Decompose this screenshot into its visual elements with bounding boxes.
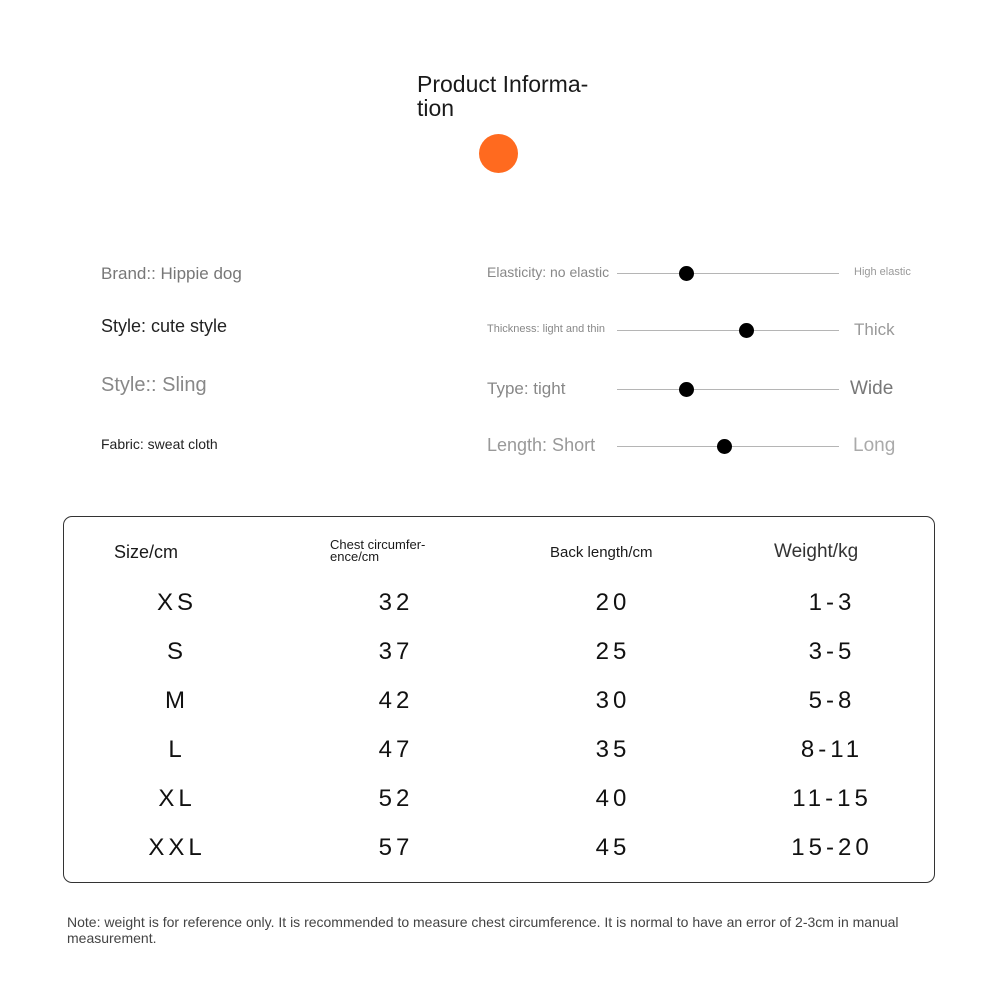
weight-cell: 8-11 [800, 736, 864, 763]
attr-style: Style: cute style [101, 316, 228, 336]
back-cell: 25 [595, 638, 631, 665]
size-cell: M [165, 687, 189, 714]
slider-track [617, 273, 839, 274]
chest-cell: 37 [378, 638, 414, 665]
slider-right-label: High elastic [854, 266, 911, 278]
slider-right-label: Thick [854, 320, 895, 339]
chest-cell: 42 [378, 687, 414, 714]
weight-cell: 3-5 [808, 638, 856, 665]
size-chart-table [63, 516, 935, 883]
slider-track [617, 389, 839, 390]
chest-cell: 32 [378, 589, 414, 616]
header-size: Size/cm [114, 542, 179, 562]
header-chest: Chest circumfer-ence/cm [330, 537, 426, 564]
back-cell: 35 [595, 736, 631, 763]
chest-cell: 52 [378, 785, 414, 812]
slider-right-label: Wide [850, 378, 894, 399]
header-back-length: Back length/cm [550, 544, 653, 561]
slider-type [0, 375, 1000, 405]
weight-cell: 15-20 [791, 834, 873, 861]
size-cell: XS [156, 589, 197, 616]
back-cell: 20 [595, 589, 631, 616]
slider-left-label: Length: Short [487, 435, 596, 455]
slider-right-label: Long [853, 435, 896, 456]
back-cell: 45 [595, 834, 631, 861]
size-cell: XXL [148, 834, 206, 861]
chest-cell: 57 [378, 834, 414, 861]
page-title: Product Informa-tion [417, 71, 589, 121]
weight-cell: 11-15 [792, 785, 872, 812]
size-cell: L [168, 736, 186, 763]
back-cell: 30 [595, 687, 631, 714]
attr-style-sling: Style:: Sling [101, 374, 207, 396]
size-cell: S [166, 638, 187, 665]
slider-thickness [0, 316, 1000, 346]
slider-left-label: Thickness: light and thin [487, 323, 606, 335]
slider-knob [679, 382, 694, 397]
slider-length [0, 432, 1000, 462]
back-cell: 40 [595, 785, 631, 812]
weight-cell: 1-3 [808, 589, 856, 616]
slider-knob [739, 323, 754, 338]
header-weight: Weight/kg [774, 541, 859, 562]
slider-left-label: Type: tight [487, 379, 566, 398]
slider-elasticity [0, 259, 1000, 289]
attr-brand: Brand:: Hippie dog [101, 264, 242, 283]
size-cell: XL [158, 785, 196, 812]
weight-cell: 5-8 [808, 687, 856, 714]
measurement-note: Note: weight is for reference only. It is recommended to measure chest circumference. It is normal to have an error of 2-3cm in manual measurement. [67, 914, 899, 946]
chest-cell: 47 [378, 736, 414, 763]
slider-track [617, 330, 839, 331]
slider-knob [679, 266, 694, 281]
attr-fabric: Fabric: sweat cloth [101, 436, 218, 452]
slider-left-label: Elasticity: no elastic [487, 264, 610, 280]
slider-knob [717, 439, 732, 454]
orange-dot-icon [479, 134, 518, 173]
